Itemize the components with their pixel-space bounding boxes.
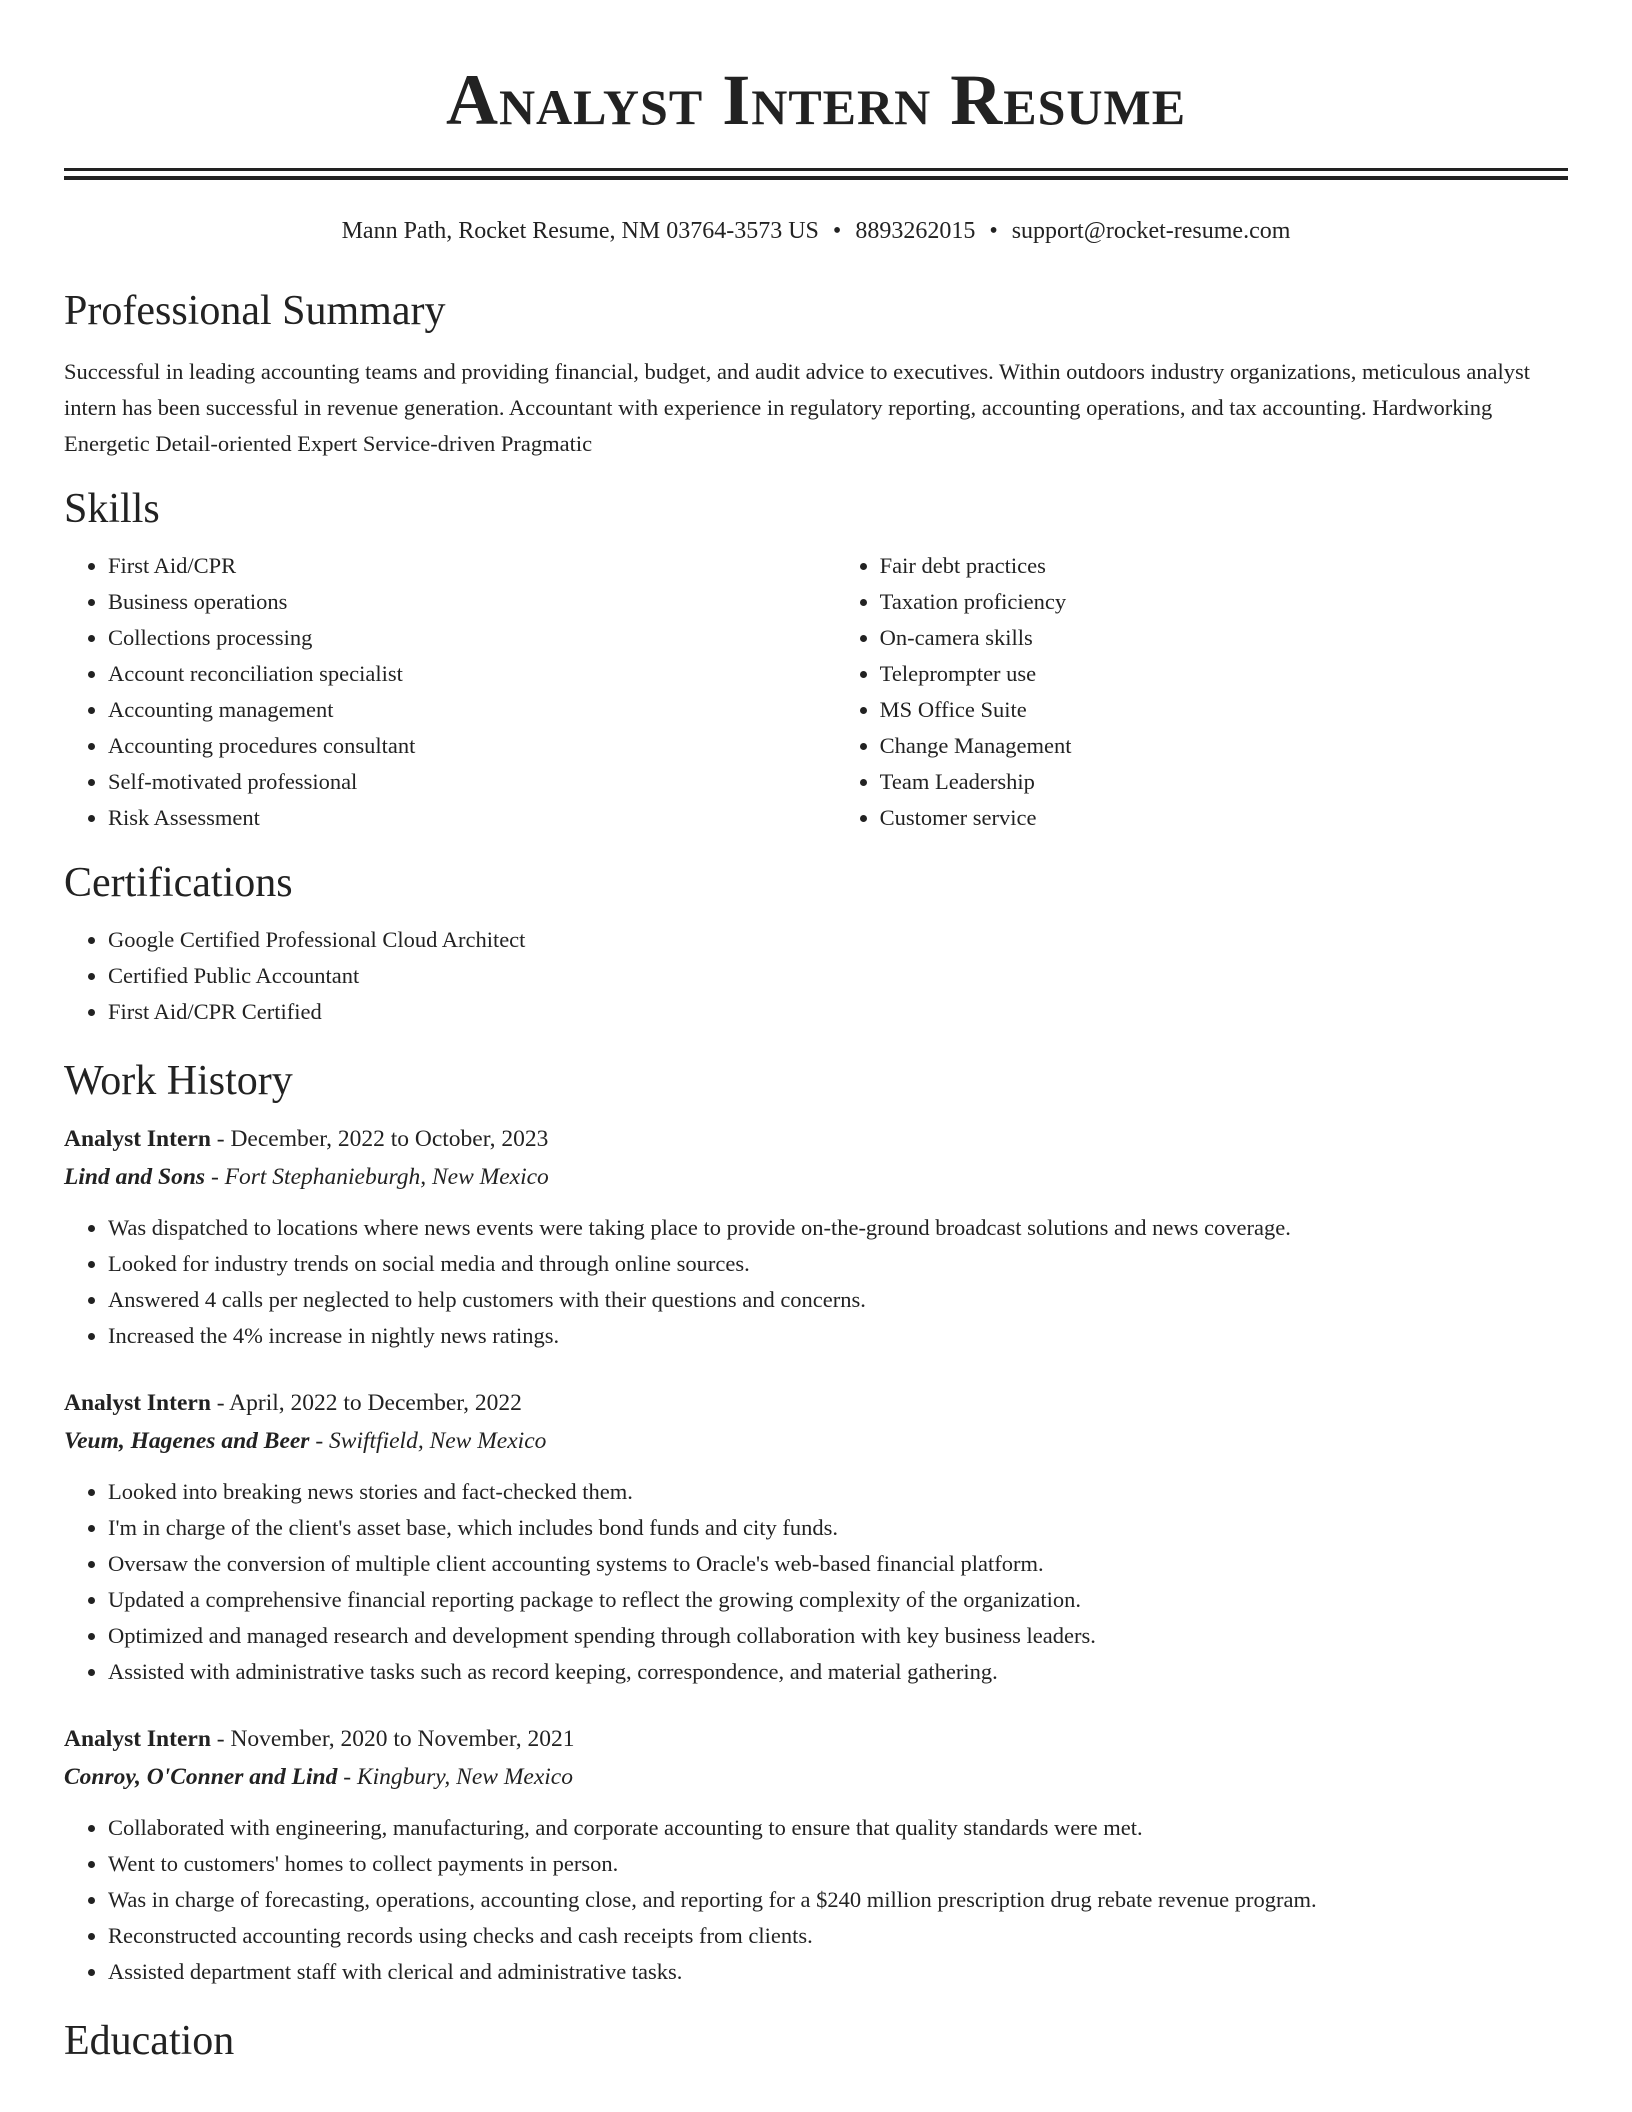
job-bullet: • Reconstructed accounting records using checks and cash receipts from clients. [108, 1918, 1568, 1954]
resume-title: Analyst Intern Resume [445, 60, 1187, 140]
work-history-heading: Work History [64, 1058, 293, 1104]
skills-list-right [836, 548, 1568, 836]
job-bullets [64, 1474, 1568, 1690]
skill-item: • Taxation proficiency [880, 584, 1568, 620]
job-role: Analyst Intern [64, 1726, 211, 1752]
job-company: Lind and Sons [64, 1164, 206, 1190]
job-dates: - April, 2022 to December, 2022 [210, 1390, 522, 1416]
skill-item: • Risk Assessment [108, 800, 836, 836]
job-company-line [64, 1422, 1568, 1460]
job-bullets [64, 1810, 1568, 1990]
skill-item: • First Aid/CPR [108, 548, 836, 584]
skills-heading: Skills [64, 486, 160, 532]
skills-columns [64, 548, 1568, 836]
job-entry [64, 1720, 1568, 1990]
job-company: Conroy, O'Conner and Lind [64, 1764, 338, 1790]
job-role: Analyst Intern [64, 1126, 211, 1152]
contact-email: support@rocket-resume.com [1011, 218, 1291, 244]
job-company-line [64, 1158, 1568, 1196]
job-title-line [64, 1720, 1568, 1758]
skill-item: • Collections processing [108, 620, 836, 656]
contact-separator: • [832, 218, 842, 244]
certification-item: • First Aid/CPR Certified [108, 994, 1568, 1030]
skill-item: • Accounting procedures consultant [108, 728, 836, 764]
certifications-heading: Certifications [64, 860, 293, 906]
skills-list-left [64, 548, 836, 836]
job-role: Analyst Intern [64, 1390, 211, 1416]
job-location: - Swiftfield, New Mexico [309, 1428, 547, 1454]
skill-item: • Accounting management [108, 692, 836, 728]
job-bullet: • Oversaw the conversion of multiple client accounting systems to Oracle's web-based financial platform. [108, 1546, 1568, 1582]
job-bullet: • Assisted with administrative tasks such as record keeping, correspondence, and material gathering. [108, 1654, 1568, 1690]
skill-item: • On-camera skills [880, 620, 1568, 656]
contact-separator: • [989, 218, 998, 244]
skill-item: • Account reconciliation specialist [108, 656, 836, 692]
job-company-line [64, 1758, 1568, 1796]
certification-item: • Certified Public Accountant [108, 958, 1568, 994]
education-heading: Education [64, 2018, 235, 2064]
job-dates: - November, 2020 to November, 2021 [210, 1726, 575, 1752]
job-bullet: • I'm in charge of the client's asset base, which includes bond funds and city funds. [108, 1510, 1568, 1546]
job-bullet: • Optimized and managed research and development spending through collaboration with key business leaders. [108, 1618, 1568, 1654]
certifications-list [64, 922, 1568, 1030]
job-dates: - December, 2022 to October, 2023 [210, 1126, 549, 1152]
title-rule-bottom [64, 176, 1568, 180]
job-location: - Kingbury, New Mexico [337, 1764, 573, 1790]
skill-item: • Change Management [880, 728, 1568, 764]
job-entry [64, 1120, 1568, 1354]
contact-address: Mann Path, Rocket Resume, NM 03764-3573 US [341, 218, 819, 244]
job-bullet: • Updated a comprehensive financial reporting package to reflect the growing complexity of the organization. [108, 1582, 1568, 1618]
skill-item: • Self-motivated professional [108, 764, 836, 800]
certification-item: • Google Certified Professional Cloud Architect [108, 922, 1568, 958]
job-bullet: • Looked into breaking news stories and fact-checked them. [108, 1474, 1568, 1510]
contact-line [64, 216, 1568, 246]
skill-item: • Business operations [108, 584, 836, 620]
job-bullet: • Was in charge of forecasting, operations, accounting close, and reporting for a $240 million prescription drug rebate revenue program. [108, 1882, 1568, 1918]
skill-item: • MS Office Suite [880, 692, 1568, 728]
job-bullet: • Was dispatched to locations where news events were taking place to provide on-the-ground broadcast solutions and news coverage. [108, 1210, 1568, 1246]
summary-heading: Professional Summary [64, 288, 446, 334]
skill-item: • Team Leadership [880, 764, 1568, 800]
job-bullet: • Answered 4 calls per neglected to help customers with their questions and concerns. [108, 1282, 1568, 1318]
job-company: Veum, Hagenes and Beer [64, 1428, 310, 1454]
job-bullet: • Assisted department staff with clerical and administrative tasks. [108, 1954, 1568, 1990]
job-title-line [64, 1384, 1568, 1422]
summary-text: Successful in leading accounting teams and providing financial, budget, and audit advice to executives. Within outdoors industry organizations, meticulous analyst intern has been successful in revenue generation. Accountant with experience in regulatory reporting, accounting operations, and tax accounting. Hardworking Energetic Detail-oriented Expert Service-driven Pragmatic [64, 359, 1531, 456]
job-location: - Fort Stephanieburgh, New Mexico [205, 1164, 549, 1190]
skill-item: • Customer service [880, 800, 1568, 836]
job-entry [64, 1384, 1568, 1690]
job-bullet: • Increased the 4% increase in nightly news ratings. [108, 1318, 1568, 1354]
skill-item: • Teleprompter use [880, 656, 1568, 692]
contact-phone: 8893262015 [855, 218, 976, 244]
skill-item: • Fair debt practices [880, 548, 1568, 584]
job-bullets [64, 1210, 1568, 1354]
job-bullet: • Looked for industry trends on social media and through online sources. [108, 1246, 1568, 1282]
title-rule-top [64, 168, 1568, 171]
job-bullet: • Went to customers' homes to collect payments in person. [108, 1846, 1568, 1882]
job-title-line [64, 1120, 1568, 1158]
job-bullet: • Collaborated with engineering, manufacturing, and corporate accounting to ensure that quality standards were met. [108, 1810, 1568, 1846]
